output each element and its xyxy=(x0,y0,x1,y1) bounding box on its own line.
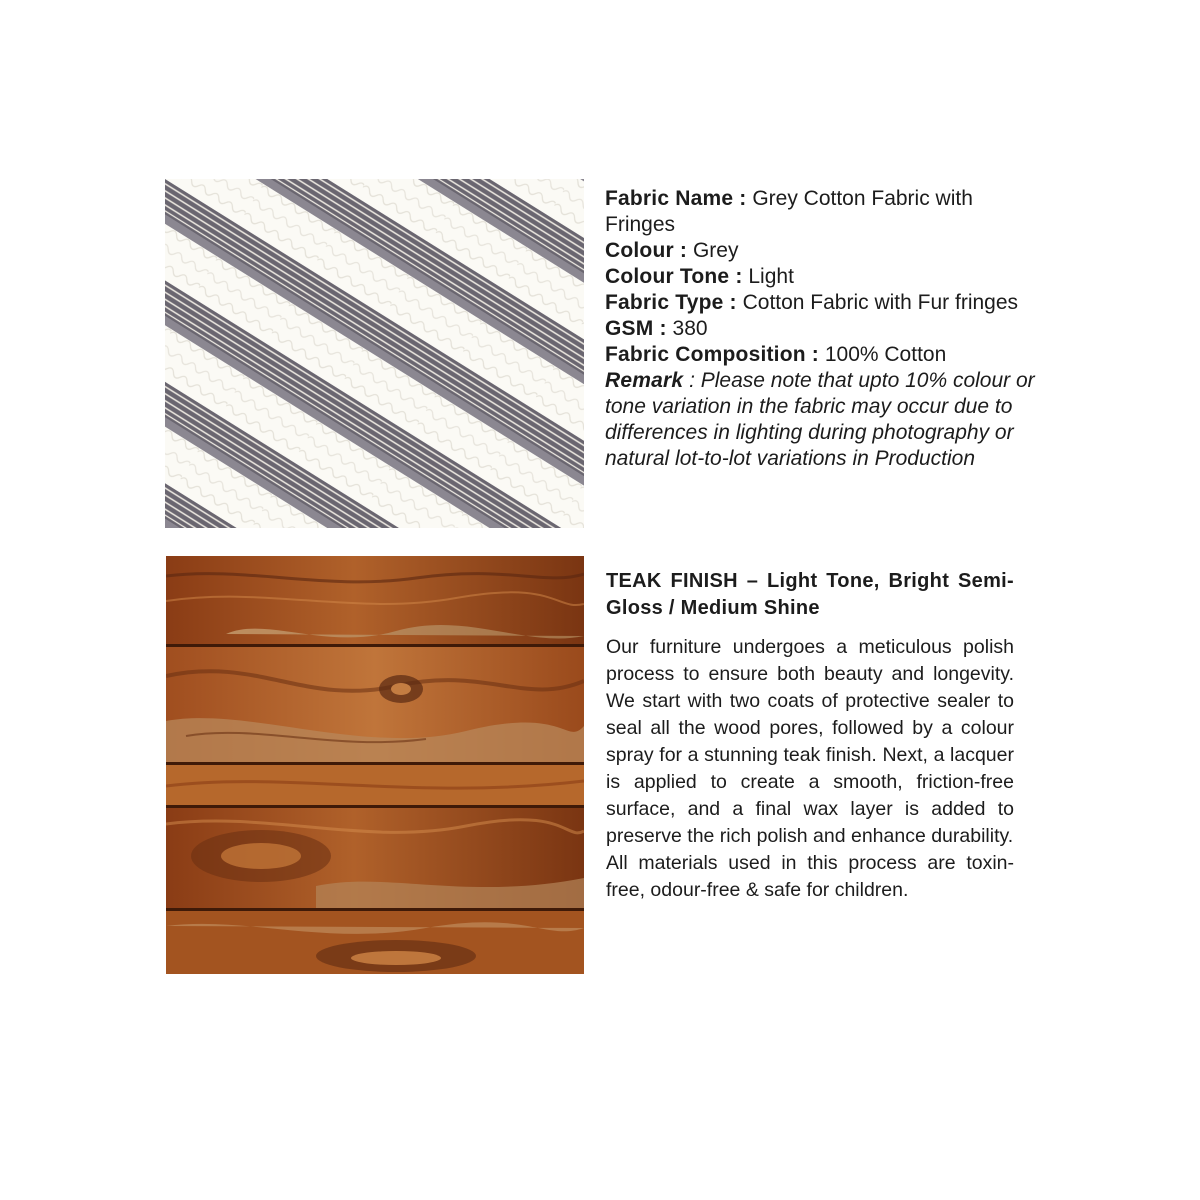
gsm-value: 380 xyxy=(672,317,708,340)
composition-label: Fabric Composition : xyxy=(605,343,819,366)
teak-finish-description xyxy=(606,568,1014,904)
colour-tone-label: Colour Tone : xyxy=(605,265,743,288)
fabric-name-label: Fabric Name : xyxy=(605,187,747,210)
finish-title: TEAK FINISH – Light Tone, Bright Semi-Gloss / Medium Shine xyxy=(606,570,1014,619)
finish-body: Our furniture undergoes a meticulous polish process to ensure both beauty and longevity. We start with two coats of protective sealer to seal all the wood pores, followed by a colour spray for a stunning teak finish. Next, a lacquer is applied to create a smooth, friction-free surface, and a final wax layer is added to preserve the rich polish and enhance durability. xyxy=(606,636,1014,847)
remark-value: : Please note that upto 10% colour or tone variation in the fabric may occur due to differences in lighting during photography or natural lot-to-lot variations in Production xyxy=(605,369,1035,470)
wood-texture xyxy=(166,556,584,974)
colour-tone-row xyxy=(605,264,1035,290)
fabric-spec-block xyxy=(605,186,1035,472)
colour-label: Colour : xyxy=(605,239,688,262)
remark-row xyxy=(605,368,1035,472)
fabric-texture xyxy=(165,179,584,528)
gsm-row xyxy=(605,316,1035,342)
finish-safety-note: All materials used in this process are toxin-free, odour-free & safe for children. xyxy=(606,852,1014,901)
remark-label: Remark xyxy=(605,369,684,392)
fabric-type-row xyxy=(605,290,1035,316)
fabric-type-value: Cotton Fabric with Fur fringes xyxy=(742,291,1019,314)
colour-row xyxy=(605,238,1035,264)
composition-row xyxy=(605,342,1035,368)
fabric-swatch-image xyxy=(165,179,584,528)
teak-finish-image xyxy=(166,556,584,974)
composition-value: 100% Cotton xyxy=(824,343,947,366)
fabric-name-value: Grey Cotton Fabric with Fringes xyxy=(605,187,973,236)
colour-tone-value: Light xyxy=(748,265,794,288)
gsm-label: GSM : xyxy=(605,317,667,340)
fabric-type-label: Fabric Type : xyxy=(605,291,737,314)
fabric-name-row xyxy=(605,186,1035,238)
colour-value: Grey xyxy=(692,239,739,262)
